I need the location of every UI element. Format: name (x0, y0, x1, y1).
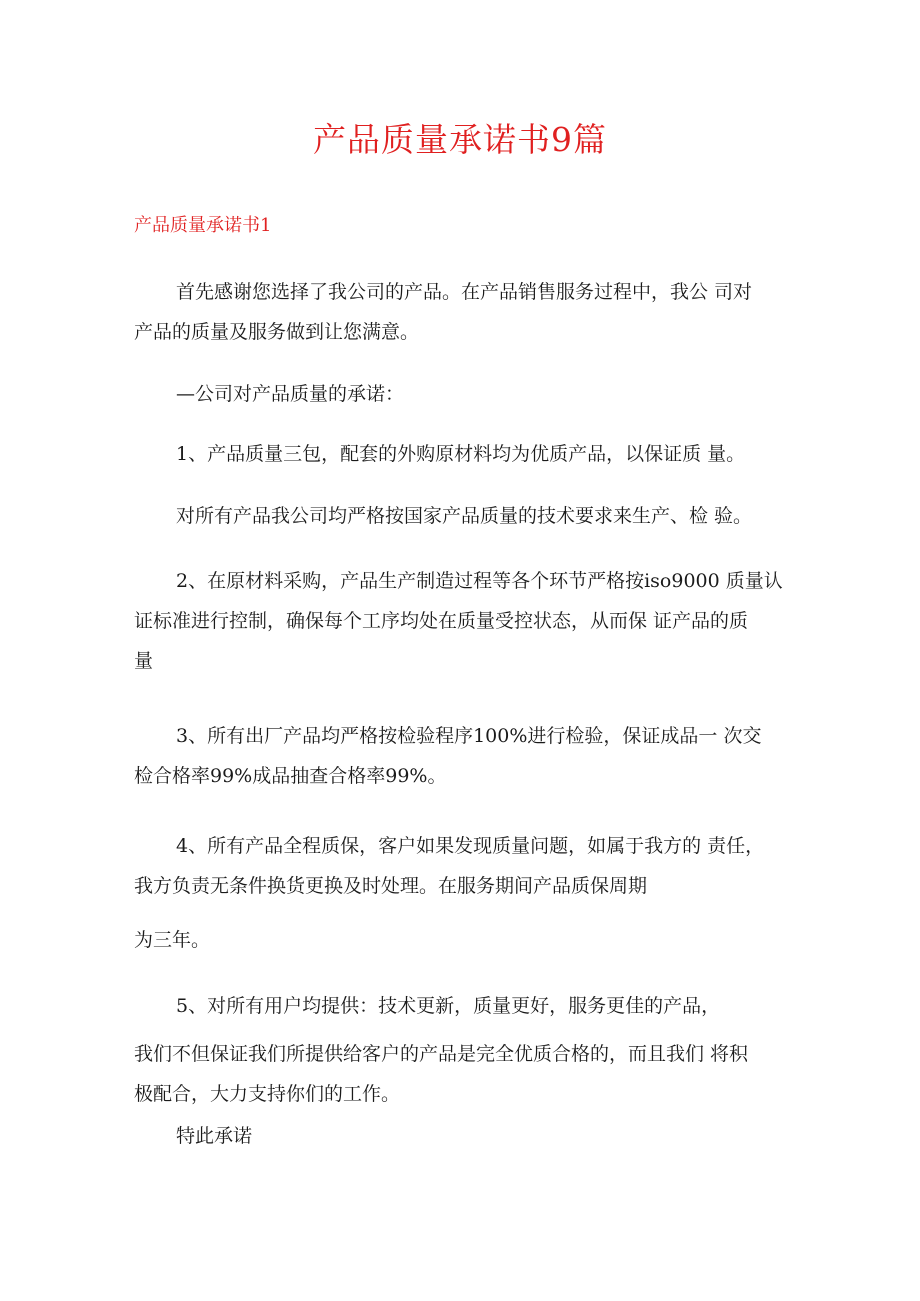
paragraph-closing (134, 1116, 794, 1156)
paragraph-item-2 (134, 561, 794, 681)
paragraph-line: 检合格率99%成品抽查合格率99%。 (134, 765, 447, 787)
paragraph-item-3 (134, 716, 794, 796)
paragraph-line: 2、在原材料采购，产品生产制造过程等各个环节严格按iso9000 质量认 (176, 570, 783, 592)
paragraph-line: 产品的质量及服务做到让您满意。 (134, 321, 420, 343)
paragraph-line: 我们不但保证我们所提供给客户的产品是完全优质合格的，而且我们 将积 (134, 1043, 749, 1065)
section-heading: 产品质量承诺书1 (134, 215, 272, 236)
paragraph-commitment-heading (134, 374, 794, 414)
paragraph-item-5 (134, 986, 794, 1026)
paragraph-line: 特此承诺 (176, 1125, 253, 1147)
paragraph-item-5-detail (134, 1034, 794, 1114)
paragraph-item-4 (134, 826, 794, 906)
paragraph-line: 1、产品质量三包，配套的外购原材料均为优质产品，以保证质 量。 (176, 443, 746, 465)
document-title: 产品质量承诺书9篇 (313, 120, 607, 159)
paragraph-line: —公司对产品质量的承诺： (176, 383, 405, 405)
paragraph-line: 极配合，大力支持你们的工作。 (134, 1083, 401, 1105)
paragraph-line: 为三年。 (134, 929, 211, 951)
paragraph-line: 证标准进行控制，确保每个工序均处在质量受控状态，从而保 证产品的质 (134, 610, 749, 632)
paragraph-line: 量 (134, 650, 154, 672)
paragraph-line: 5、对所有用户均提供：技术更新，质量更好，服务更佳的产品， (176, 995, 721, 1017)
paragraph-line: 3、所有出厂产品均严格按检验程序100%进行检验，保证成品一 次交 (176, 725, 762, 747)
paragraph-line: 对所有产品我公司均严格按国家产品质量的技术要求来生产、检 验。 (176, 505, 753, 527)
paragraph-line: 我方负责无条件换货更换及时处理。在服务期间产品质保周期 (134, 875, 648, 897)
paragraph-item-1 (134, 434, 794, 474)
paragraph-item-1-detail (134, 496, 794, 536)
paragraph-line: 4、所有产品全程质保，客户如果发现质量问题，如属于我方的 责任， (176, 835, 765, 857)
paragraph-item-4-end (134, 920, 794, 960)
paragraph-line: 首先感谢您选择了我公司的产品。在产品销售服务过程中，我公 司对 (176, 281, 753, 303)
paragraph-intro (134, 272, 794, 352)
